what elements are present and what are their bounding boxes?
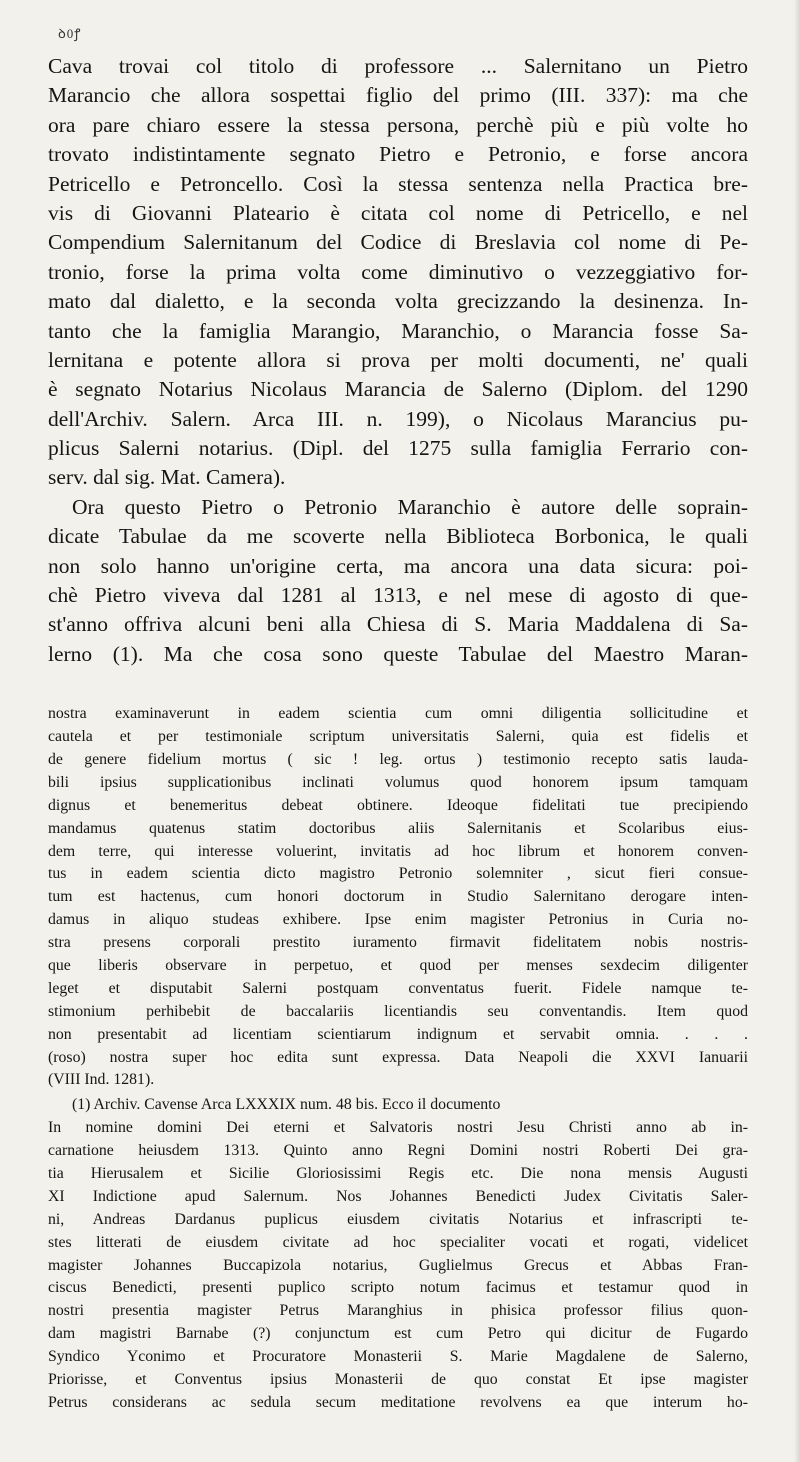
main-line: dicate Tabulae da me scoverte nella Biblioteca Borbonica, le quali <box>48 524 748 549</box>
footnote-line: magister Johannes Buccapizola notarius, Guglielmus Grecus et Abbas Fran- <box>48 1256 748 1274</box>
footnote-line: In nomine domini Dei eterni et Salvatoris nostri Jesu Christi anno ab in- <box>48 1119 748 1137</box>
main-line: Compendium Salernitanum del Codice di Breslavia col nome di Pe- <box>48 230 748 255</box>
footnote-line: stes litterati de eiusdem civitate ad hoc specialiter vocati et rogati, videlicet <box>48 1233 748 1251</box>
main-line: chè Pietro viveva dal 1281 al 1313, e nel mese di agosto di que- <box>48 583 748 608</box>
quote-line: nostra examinaverunt in eadem scientia cum omni diligentia sollicitudine et <box>48 705 748 723</box>
main-line: tanto che la famiglia Marangio, Maranchio, o Marancia fosse Sa- <box>48 318 748 343</box>
main-line: dell'Archiv. Salern. Arca III. n. 199), o Nicolaus Marancius pu- <box>48 406 748 431</box>
footnote-line: nostri presentia magister Petrus Maranghius in phisica professor filius quon- <box>48 1302 748 1320</box>
footnote-heading: (1) Archiv. Cavense Arca LXXXIX num. 48 bis. Ecco il documento <box>72 1096 501 1114</box>
main-line: vis di Giovanni Plateario è citata col nome di Petricello, e nel <box>48 200 748 225</box>
footnote-line: Petrus considerans ac sedula secum meditatione revolvens ea que interum ho- <box>48 1393 748 1411</box>
quote-line: mandamus quatenus statim doctoribus aliis Salernitanis et Scolaribus eius- <box>48 819 748 837</box>
main-line: è segnato Notarius Nicolaus Marancia de Salerno (Diplom. del 1290 <box>48 377 748 402</box>
quote-line: dignus et benemeritus debeat obtinere. Ideoque fidelitati tue precipiendo <box>48 796 748 814</box>
main-line: Marancio che allora sospettai figlio del primo (III. 337): ma che <box>48 83 748 108</box>
quote-line: tum est hactenus, cum honori doctorum in Studio Salernitano derogare inten- <box>48 888 748 906</box>
quote-line: damus in aliquo studeas exhibere. Ipse enim magister Petronius in Curia no- <box>48 911 748 929</box>
footnote-line: Syndico Yconimo et Procuratore Monasterii S. Marie Magdalene de Salerno, <box>48 1348 748 1366</box>
document-page <box>48 26 748 1415</box>
main-text-block <box>48 52 748 669</box>
footnote-line: ciscus Benedicti, presenti puplico scripto notum facimus et testamur quod in <box>48 1279 748 1297</box>
quote-line: bili ipsius supplicationibus inclinati volumus quod honorem ipsum tamquam <box>48 773 748 791</box>
main-line: lernitana e potente allora si prova per molti documenti, ne' quali <box>48 347 748 372</box>
main-line: mato dal dialetto, e la seconda volta grecizzando la desinenza. In- <box>48 289 748 314</box>
quote-line: tus in eadem scientia dicto magistro Petronio solemniter , sicut fieri consue- <box>48 865 748 883</box>
page-folio: ꝺ0ꝭ <box>58 26 82 41</box>
quote-line: (roso) nostra super hoc edita sunt expressa. Data Neapoli die XXVI Ianuarii <box>48 1048 748 1066</box>
quote-line: stimonium perhibebit de baccalariis licentiandis seu conventandis. Item quod <box>48 1002 748 1020</box>
section-gap <box>48 669 748 703</box>
main-line: Petricello e Petroncello. Così la stessa sentenza nella Practica bre- <box>48 171 748 196</box>
document-quote-block <box>48 703 748 1415</box>
main-line: trovato indistintamente segnato Pietro e Petronio, e forse ancora <box>48 142 748 167</box>
quote-line: leget et disputabit Salerni postquam conventatus fuerit. Fidele namque te- <box>48 979 748 997</box>
main-line: Ora questo Pietro o Petronio Maranchio è autore delle soprain- <box>72 494 748 519</box>
quote-line: cautela et per testimoniale scriptum universitatis Salerni, quia est fidelis et <box>48 728 748 746</box>
footnote-line: carnatione heiusdem 1313. Quinto anno Regni Domini nostri Roberti Dei gra- <box>48 1142 748 1160</box>
main-line: tronio, forse la prima volta come diminutivo o vezzeggiativo for- <box>48 259 748 284</box>
quote-line: que liberis observare in perpetuo, et quod per menses sexdecim diligenter <box>48 957 748 974</box>
footnote-line: tia Hierusalem et Sicilie Gloriosissimi Regis etc. Die nona mensis Augusti <box>48 1165 748 1183</box>
main-line: serv. dal sig. Mat. Camera). <box>48 465 286 490</box>
quote-line: dem terre, qui interesse voluerint, invitatis ad hoc librum et honorem conven- <box>48 842 748 860</box>
footnote-line: Priorisse, et Conventus ipsius Monasterii de quo constat Et ipse magister <box>48 1371 748 1389</box>
quote-line: (VIII Ind. 1281). <box>48 1071 155 1089</box>
main-line: lerno (1). Ma che cosa sono queste Tabulae del Maestro Maran- <box>48 641 748 666</box>
main-line: st'anno offriva alcuni beni alla Chiesa di S. Maria Maddalena di Sa- <box>48 612 748 637</box>
page-edge-shadow <box>794 0 800 1462</box>
footnote-line: ni, Andreas Dardanus puplicus eiusdem civitatis Notarius et infrascripti te- <box>48 1210 748 1228</box>
footnote-line: XI Indictione apud Salernum. Nos Johannes Benedicti Judex Civitatis Saler- <box>48 1187 748 1205</box>
quote-line: non presentabit ad licentiam scientiarum indignum et servabit omnia. . . . <box>48 1025 748 1043</box>
main-line: non solo hanno un'origine certa, ma ancora una data sicura: poi- <box>48 553 748 578</box>
quote-line: de genere fidelium mortus ( sic ! leg. ortus ) testimonio recepto satis lauda- <box>48 750 748 768</box>
quote-line: stra presens corporali prestito iuramento firmavit fidelitatem nobis nostris- <box>48 934 748 952</box>
main-line: ora pare chiaro essere la stessa persona, perchè più e più volte ho <box>48 112 748 137</box>
main-line: plicus Salerni notarius. (Dipl. del 1275 sulla famiglia Ferrario con- <box>48 436 748 461</box>
main-line: Cava trovai col titolo di professore ... Salernitano un Pietro <box>48 54 748 78</box>
footnote-line: dam magistri Barnabe (?) conjunctum est cum Petro qui dicitur de Fugardo <box>48 1325 748 1343</box>
